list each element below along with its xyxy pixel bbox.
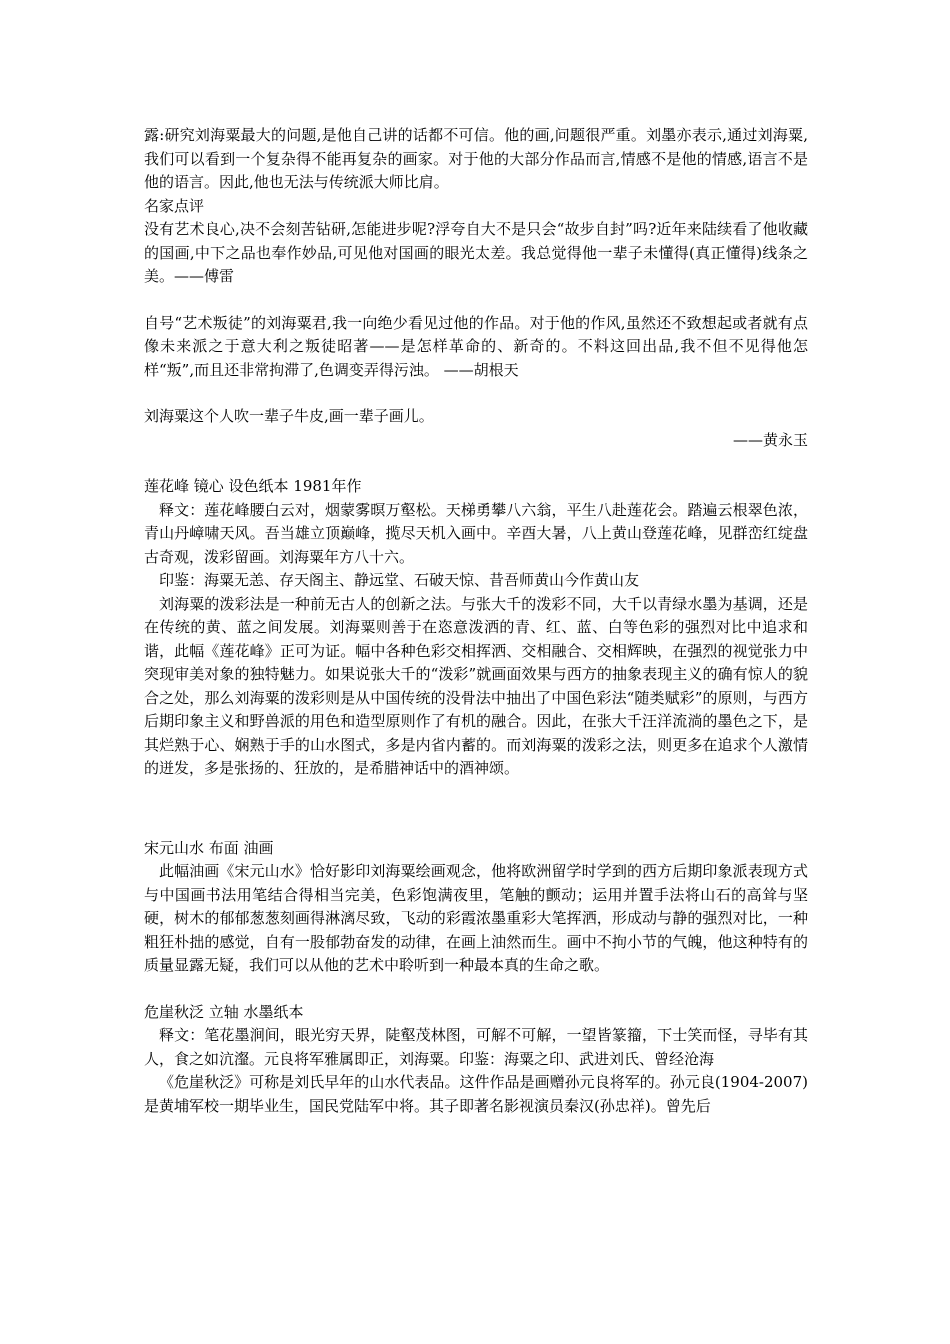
work1-inscription: 释文：莲花峰腰白云对，烟蒙雾暝万壑松。天梯勇攀八六翁，平生八赴莲花会。踏遍云根翠色浓，青山丹嶂啸天风。吾当雄立顶巅峰，揽尽天机入画中。辛酉大暑，八上黄山登莲花峰，见群峦红绽盘古奇观，泼彩留画。刘海粟年方八十六。 <box>144 500 808 566</box>
work3-inscription: 释文：笔花墨涧间，眼光穷天界，陡壑茂林图，可解不可解，一望皆篆籀，下士笑而怪，寻毕有其人，食之如沆瀣。元良将军雅属即正，刘海粟。印鉴：海粟之印、武进刘氏、曾经沧海 <box>144 1026 808 1068</box>
spacer <box>144 382 808 405</box>
huang-yongyu-signature: ——黄永玉 <box>732 430 808 449</box>
work1-commentary: 刘海粟的泼彩法是一种前无古人的创新之法。与张大千的泼彩不同，大千以青绿水墨为基调，还是在传统的黄、蓝之间发展。刘海粟则善于在恣意泼洒的青、红、蓝、白等色彩的强烈对比中追求和谐，此幅《莲花峰》正可为证。幅中各种色彩交相挥洒、交相融合、交相辉映，在强烈的视觉张力中突现审美对象的独特魅力。如果说张大千的“泼彩”就画面效果与西方的抽象表现主义的确有惊人的貌合之处，那么刘海粟的泼彩则是从中国传统的没骨法中抽出了中国色彩法“随类赋彩”的原则，与西方后期印象主义和野兽派的用色和造型原则作了有机的融合。因此，在张大千汪洋流淌的墨色之下，是其烂熟于心、娴熟于手的山水图式，多是内省内蓄的。而刘海粟的泼彩之法，则更多在追求个人激情的迸发，多是张扬的、狂放的，是希腊神话中的酒神颂。 <box>144 594 808 777</box>
spacer <box>144 452 808 475</box>
huang-yongyu-quote: 刘海粟这个人吹一辈子牛皮,画一辈子画儿。 <box>144 407 434 425</box>
intro-paragraph: 露:研究刘海粟最大的问题,是他自己讲的话都不可信。他的画,问题很严重。刘墨亦表示,通过刘海粟,我们可以看到一个复杂得不能再复杂的画家。对于他的大部分作品而言,情感不是他的情感,语言不是他的语言。因此,他也无法与传统派大师比肩。 <box>144 126 808 191</box>
fu-lei-comment: 没有艺术良心,决不会刻苦钻研,怎能进步呢?浮夸自大不是只会“故步自封”吗?近年来陆续看了他收藏的国画,中下之品也奉作妙品,可见他对国画的眼光太差。我总觉得他一辈子未懂得(真正懂得)线条之美。——傅雷 <box>144 220 808 285</box>
hu-gentian-comment: 自号“艺术叛徒”的刘海粟君,我一向绝少看见过他的作品。对于他的作风,虽然还不致想起或者就有点像未来派之于意大利之叛徒昭著——是怎样革命的、新奇的。不料这回出品,我不但不见得他怎样“叛”,而且还非常拘滞了,色调变弄得污浊。 ——胡根天 <box>144 313 808 379</box>
critics-heading: 名家点评 <box>144 196 205 215</box>
spacer <box>144 781 808 837</box>
spacer <box>144 289 808 312</box>
work1-title: 莲花峰 镜心 设色纸本 1981年作 <box>144 477 362 495</box>
work1-seals: 印鉴：海粟无恙、存天阁主、静远堂、石破天惊、昔吾师黄山今作黄山友 <box>159 571 640 589</box>
work3-commentary: 《危崖秋泛》可称是刘氏早年的山水代表品。这件作品是画赠孙元良将军的。孙元良(1904-2007)是黄埔军校一期毕业生，国民党陆军中将。其子即著名影视演员秦汉(孙忠祥)。曾先后 <box>144 1073 808 1115</box>
work3-title: 危崖秋泛 立轴 水墨纸本 <box>144 1002 304 1021</box>
work2-title: 宋元山水 布面 油画 <box>144 838 274 857</box>
work2-commentary: 此幅油画《宋元山水》恰好影印刘海粟绘画观念，他将欧洲留学时学到的西方后期印象派表现方式与中国画书法用笔结合得相当完美，色彩饱满夜里，笔触的颤动；运用并置手法将山石的高耸与坚硬，树木的郁郁葱葱刻画得淋漓尽致，飞动的彩霞浓墨重彩大笔挥洒，形成动与静的强烈对比，一种粗狂朴拙的感觉，自有一股郁勃奋发的动律，在画上油然而生。画中不拘小节的气魄，他这种特有的质量显露无疑，我们可以从他的艺术中聆听到一种最本真的生命之歌。 <box>144 862 808 974</box>
spacer <box>144 978 808 1001</box>
document-page <box>144 124 808 1118</box>
